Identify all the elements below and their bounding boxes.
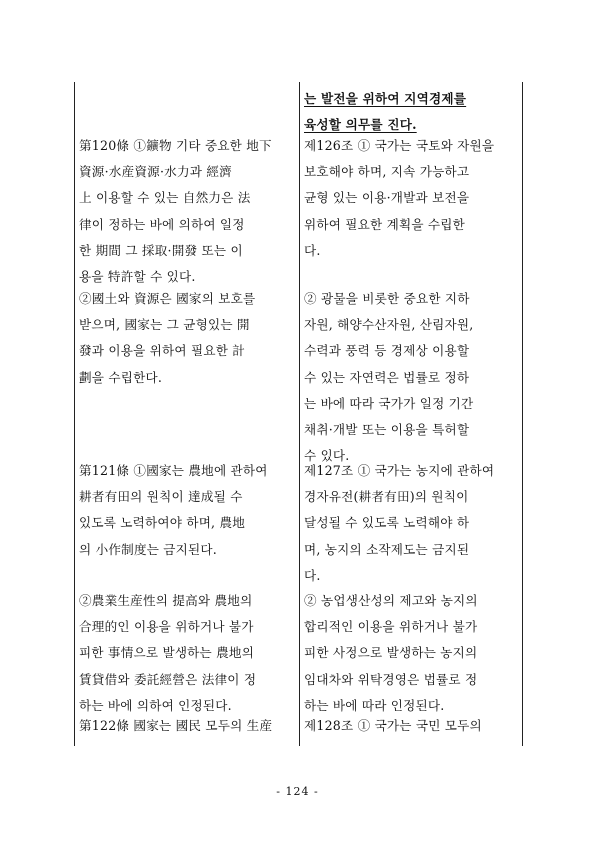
text-line: 위하여 필요한 계획을 수립한: [304, 216, 465, 232]
text-line: 合理的인 이용을 위하거나 불가: [79, 619, 254, 635]
article-127-new: [304, 458, 518, 589]
text-line: 균형 있는 이용·개발과 보전을: [304, 190, 470, 206]
article-121-para-2-old: [79, 588, 294, 719]
text-line: 第121條 ①國家는 農地에 관하여: [79, 463, 268, 478]
text-line: 耕者有田의 원칙이 達成될 수: [79, 489, 243, 505]
text-line: 는 바에 따라 국가가 일정 기간: [304, 395, 474, 411]
table-middle-border: [299, 82, 300, 746]
text-line: 하는 바에 의하여 인정된다.: [79, 697, 232, 713]
article-125-continuation-new: [304, 86, 518, 138]
text-line: 받으며, 國家는 그 균형있는 開: [79, 317, 250, 333]
text-line: 달성될 수 있도록 노력해야 하: [304, 515, 470, 531]
text-line: 피한 사정으로 발생하는 농지의: [304, 645, 478, 661]
article-126-new: [304, 133, 518, 264]
table-left-border: [74, 82, 75, 746]
text-line: 있도록 노력하여야 하며, 農地: [79, 515, 246, 531]
text-line: 합리적인 이용을 위하거나 불가: [304, 619, 478, 635]
text-line: ②國土와 資源은 國家의 보호를: [79, 291, 256, 306]
text-line: 채취·개발 또는 이용을 특허할: [304, 421, 470, 437]
text-line: 제128조 ① 국가는 국민 모두의: [304, 718, 482, 733]
text-line: 피한 事情으로 발생하는 農地의: [79, 645, 255, 661]
article-128-new: [304, 713, 518, 739]
page-number: - 124 -: [276, 785, 319, 798]
text-line: 律이 정하는 바에 의하여 일정: [79, 216, 245, 232]
text-line: 제127조 ① 국가는 농지에 관하여: [304, 463, 495, 478]
text-line: 다.: [304, 567, 321, 583]
article-127-para-2-new: [304, 588, 518, 719]
text-line: 한 期間 그 採取·開發 또는 이: [79, 242, 243, 258]
text-line: 임대차와 위탁경영은 법률로 정: [304, 671, 478, 687]
text-line: 發과 이용을 위하여 필요한 計: [79, 343, 246, 359]
text-line: ②農業生産性의 提高와 農地의: [79, 593, 253, 608]
article-121-old: [79, 458, 294, 563]
text-line: 수 있다.: [304, 448, 350, 464]
text-line: 자원, 해양수산자원, 산림자원,: [304, 317, 474, 333]
text-line: 賃貸借와 委託經營은 法律이 정: [79, 671, 257, 687]
article-122-old: [79, 713, 294, 739]
article-120-para-2-old: [79, 286, 294, 391]
table-right-border: [522, 82, 523, 746]
text-line: 第120條 ①鑛物 기타 중요한 地下: [79, 138, 272, 153]
text-line: 하는 바에 따라 인정된다.: [304, 697, 445, 713]
text-line: 第122條 國家는 國民 모두의 生産: [79, 718, 273, 733]
text-line: 다.: [304, 242, 321, 258]
text-line: 용을 特許할 수 있다.: [79, 268, 196, 284]
text-line: 는 발전을 위하여 지역경제를: [304, 91, 467, 106]
text-line: 資源·水産資源·水力과 經濟: [79, 164, 232, 180]
text-line: 보호해야 하며, 지속 가능하고: [304, 164, 470, 180]
text-line: 육성할 의무를 진다.: [304, 117, 417, 133]
text-line: 수력과 풍력 등 경제상 이용할: [304, 343, 470, 359]
text-line: 며, 농지의 소작제도는 금지된: [304, 541, 470, 557]
text-line: ② 광물을 비롯한 중요한 지하: [304, 291, 470, 306]
article-120-old: [79, 133, 294, 290]
text-line: 上 이용할 수 있는 自然力은 法: [79, 190, 251, 206]
text-line: 제126조 ① 국가는 국토와 자원을: [304, 138, 495, 153]
article-126-para-2-new: [304, 286, 518, 469]
text-line: 수 있는 자연력은 법률로 정하: [304, 369, 470, 385]
text-line: ② 농업생산성의 제고와 농지의: [304, 593, 478, 608]
text-line: 경자유전(耕者有田)의 원칙이: [304, 489, 469, 505]
text-line: 劃을 수립한다.: [79, 369, 163, 385]
text-line: 의 小作制度는 금지된다.: [79, 541, 217, 557]
